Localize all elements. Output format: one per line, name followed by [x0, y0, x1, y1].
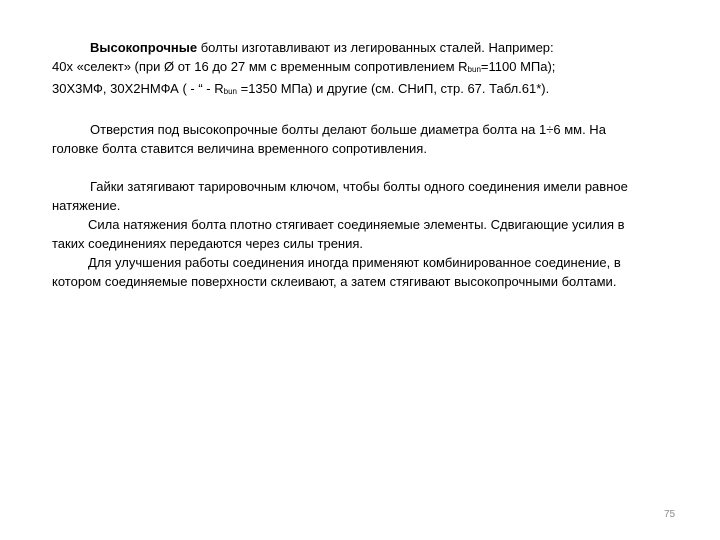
paragraph-spacer [52, 101, 692, 120]
paragraph2-line1: Отверстия под высокопрочные болты делают больше диаметра болта на 1÷6 мм. На [90, 122, 606, 137]
paragraph2-line2: головке болта ставится величина временного сопротивления. [52, 141, 427, 156]
paragraph4-line1: Сила натяжения болта плотно стягивает соединяемые элементы. Сдвигающие усилия в [88, 217, 625, 232]
paragraph3-line1: Гайки затягивают тарировочным ключом, чтобы болты одного соединения имели равное [90, 179, 628, 194]
subscript-bun: bun [467, 65, 481, 74]
paragraph-high-strength-bolts [52, 38, 692, 57]
paragraph1-line3: 30Х3МФ, 30Х2НМФА ( - “ - Rbun =1350 МПа) и другие (см. СНиП, стр. 67. Табл.61*). [52, 81, 550, 96]
bold-lead-term: Высокопрочные [90, 40, 198, 55]
paragraph1-line2: 40х «селект» (при Ø от 16 до 27 мм с временным сопротивлением Rbun=1100 МПа); [52, 59, 556, 74]
paragraph3-line2: натяжение. [52, 198, 121, 213]
page-number: 75 [664, 509, 676, 520]
paragraph1-line1: болты изготавливают из легированных сталей. Например: [197, 40, 554, 55]
paragraph5-line1: Для улучшения работы соединения иногда применяют комбинированное соединение, в [88, 255, 621, 270]
paragraph-spacer [52, 158, 692, 177]
paragraph4-line2: таких соединениях передаются через силы трения. [52, 236, 364, 251]
paragraph5-line2: котором соединяемые поверхности склеивают, а затем стягивают высокопрочными болтами. [52, 274, 617, 289]
subscript-bun: bun [223, 87, 237, 96]
slide-body-text [52, 38, 692, 291]
